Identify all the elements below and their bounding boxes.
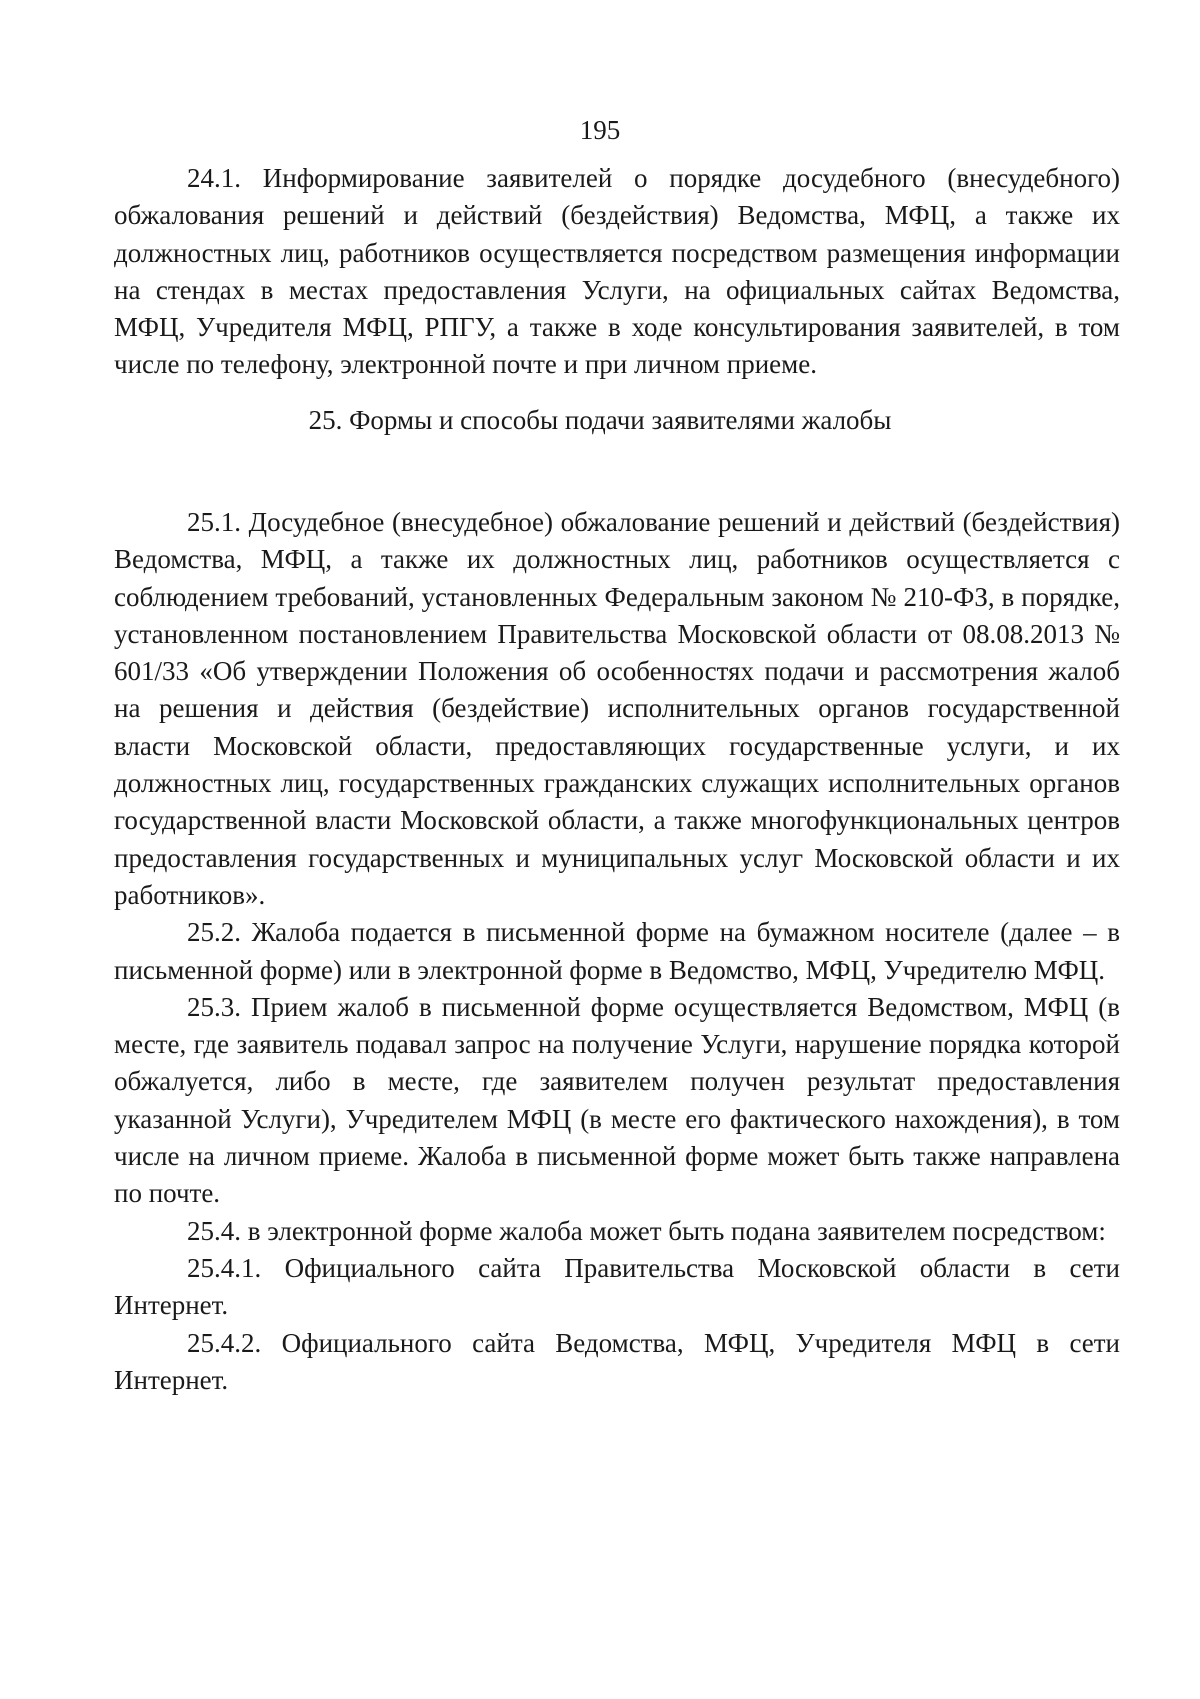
paragraph-25-4-1: 25.4.1. Официального сайта Правительства Московской области в сети Интернет. <box>114 1252 1120 1321</box>
section-25-body <box>114 504 1120 1399</box>
page-number: 195 <box>579 115 621 145</box>
paragraph-25-4: 25.4. в электронной форме жалоба может быть подана заявителем посредством: <box>187 1215 1106 1246</box>
section-24-body <box>114 160 1120 384</box>
paragraph-25-4-2: 25.4.2. Официального сайта Ведомства, МФЦ, Учредителя МФЦ в сети Интернет. <box>114 1327 1120 1395</box>
section-25-heading: 25. Формы и способы подачи заявителями жалобы <box>308 405 892 435</box>
paragraph-24-1: 24.1. Информирование заявителей о порядке досудебного (внесудебного) обжалования решений и действий (бездействия) Ведомства, МФЦ, а также их должностных лиц, работников осуществляется посредством размещения информации на стендах в местах предоставления Услуги, на официальных сайтах Ведомства, МФЦ, Учредителя МФЦ, РПГУ, а также в ходе консультирования заявителей, в том числе по телефону, электронной почте и при личном приеме. <box>114 163 1120 380</box>
paragraph-25-2: 25.2. Жалоба подается в письменной форме на бумажном носителе (далее – в письменной форме) или в электронной форме в Ведомство, МФЦ, Учредителю МФЦ. <box>114 917 1120 985</box>
paragraph-25-3: 25.3. Прием жалоб в письменной форме осуществляется Ведомством, МФЦ (в месте, где заявитель подавал запрос на получение Услуги, нарушение порядка которой обжалуется, либо в месте, где заявителем получен результат предоставления указанной Услуги), Учредителем МФЦ (в месте его фактического нахождения), в том числе на личном приеме. Жалоба в письменной форме может быть также направлена по почте. <box>114 991 1120 1209</box>
paragraph-25-1: 25.1. Досудебное (внесудебное) обжалование решений и действий (бездействия) Ведомства, МФЦ, а также их должностных лиц, работников осуществляется с соблюдением требований, установленных Федеральным законом № 210-ФЗ, в порядке, установленном постановлением Правительства Московской области от 08.08.2013 № 601/33 «Об утверждении Положения об особенностях подачи и рассмотрения жалоб на решения и действия (бездействие) исполнительных органов государственной власти Московской области, предоставляющих государственные услуги, и их должностных лиц, государственных гражданских служащих исполнительных органов государственной власти Московской области, а также многофункциональных центров предоставления государственных и муниципальных услуг Московской области и их работников». <box>114 507 1120 910</box>
